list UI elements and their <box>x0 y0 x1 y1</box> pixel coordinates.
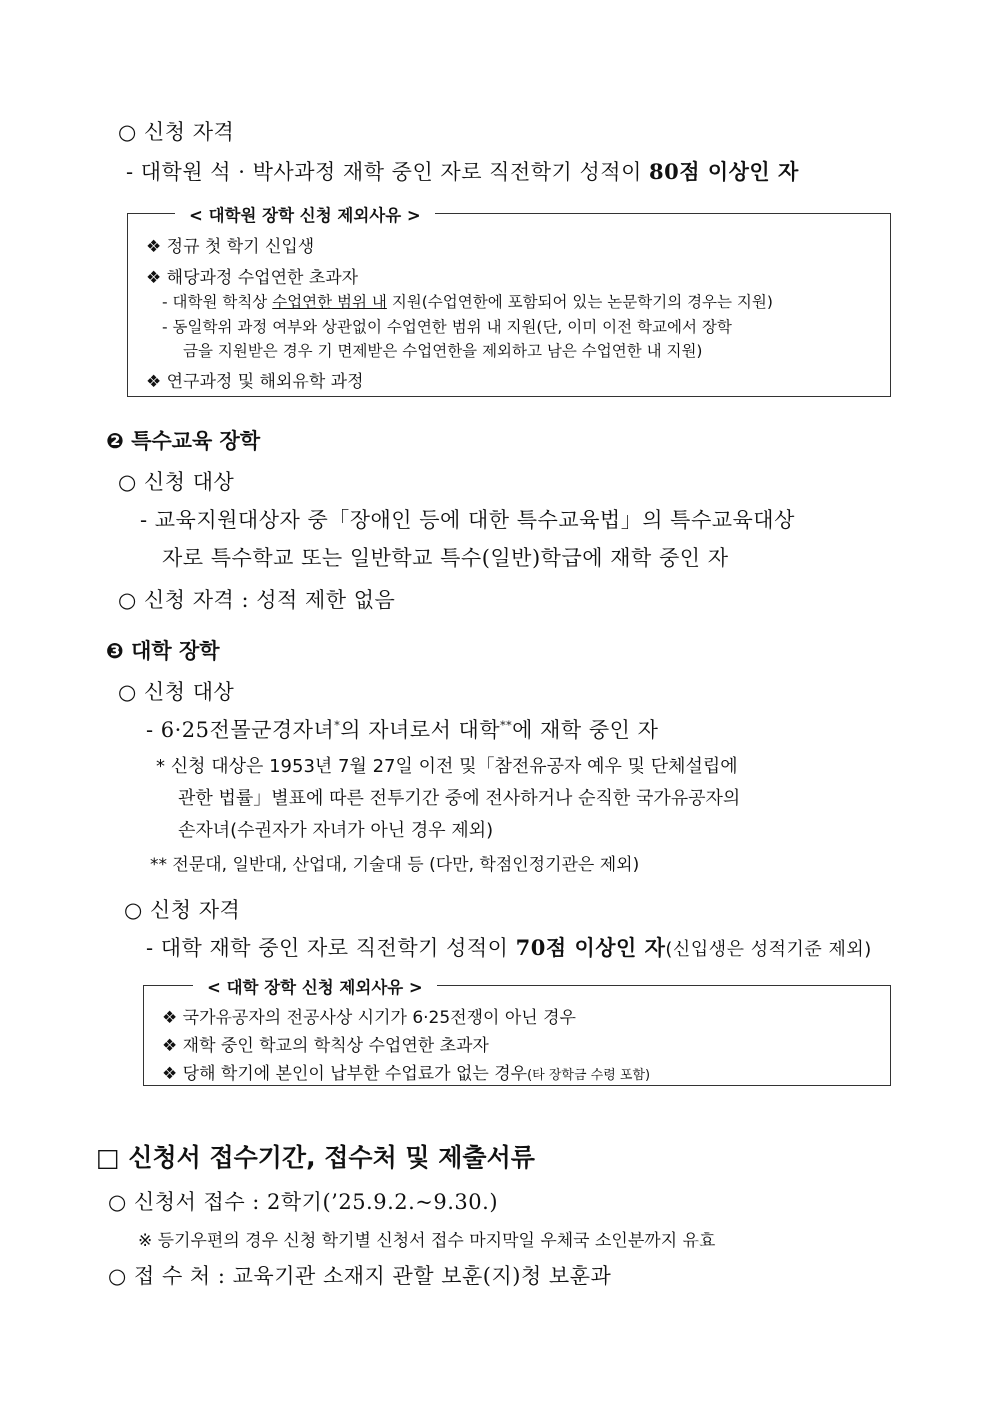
univ-exclusion-item-3-pre: ❖ 당해 학기에 본인이 납부한 수업료가 없는 경우 <box>162 1064 528 1084</box>
univ-target-text <box>146 714 658 744</box>
univ-eligibility-title: ○ 신청 자격 <box>124 898 241 922</box>
grad-exclusion-item-2: ❖ 해당과정 수업연한 초과자 <box>146 268 359 288</box>
univ-heading: ❸ 대학 장학 <box>106 639 220 663</box>
application-receipt-note: ※ 등기우편의 경우 신청 학기별 신청서 접수 마지막일 우체국 소인분까지 유효 <box>138 1231 716 1251</box>
grad-exclusion-item-1: ❖ 정규 첫 학기 신입생 <box>146 237 315 257</box>
grad-eligibility-bold: 80점 이상인 자 <box>649 159 799 184</box>
univ-target-title: ○ 신청 대상 <box>118 680 235 704</box>
special-target-line-1: - 교육지원대상자 중「장애인 등에 대한 특수교육법」의 특수교육대상 <box>140 508 795 532</box>
grad-eligibility-pre: - 대학원 석 · 박사과정 재학 중인 자로 직전학기 성적이 <box>126 160 650 184</box>
univ-target-sup-2: ** <box>500 719 513 732</box>
application-place: ○ 접 수 처 : 교육기관 소재지 관할 보훈(지)청 보훈과 <box>108 1264 612 1288</box>
univ-exclusion-item-2: ❖ 재학 중인 학교의 학칙상 수업연한 초과자 <box>162 1036 489 1056</box>
univ-target-sup-1: * <box>334 719 341 732</box>
special-eligibility: ○ 신청 자격 : 성적 제한 없음 <box>118 588 396 612</box>
univ-exclusion-item-3-post: (타 장학금 수령 포함) <box>527 1068 651 1083</box>
univ-note-1-line-1: * 신청 대상은 1953년 7월 27일 이전 및「참전유공자 예우 및 단체설립에 <box>156 756 738 777</box>
grad-exclusion-subitem-2a: - 동일학위 과정 여부와 상관없이 수업연한 범위 내 지원(단, 이미 이전 학교에서 장학 <box>162 318 732 336</box>
grad-exclusion-subitem-2b: 금을 지원받은 경우 기 면제받은 수업연한을 제외하고 남은 수업연한 내 지원) <box>183 342 703 360</box>
univ-eligibility-text <box>146 932 872 962</box>
grad-eligibility-text <box>126 156 799 186</box>
special-target-line-2: 자로 특수학교 또는 일반학교 특수(일반)학급에 재학 중인 자 <box>162 546 729 570</box>
univ-eligibility-post: (신입생은 성적기준 제외) <box>665 939 872 960</box>
univ-eligibility-pre: - 대학 재학 중인 자로 직전학기 성적이 <box>146 936 516 960</box>
univ-exclusion-item-3 <box>162 1059 650 1084</box>
univ-eligibility-bold: 70점 이상인 자 <box>515 935 666 960</box>
univ-target-a: - 6·25전몰군경자녀 <box>146 718 335 742</box>
univ-target-c: 에 재학 중인 자 <box>512 718 659 742</box>
grad-subitem-1-pre: - 대학원 학칙상 <box>162 293 273 311</box>
univ-exclusion-item-1: ❖ 국가유공자의 전공사상 시기가 6·25전쟁이 아닌 경우 <box>162 1008 576 1028</box>
grad-exclusion-subitem-1 <box>162 290 773 312</box>
special-education-heading: ❷ 특수교육 장학 <box>106 429 261 453</box>
univ-note-2: ** 전문대, 일반대, 산업대, 기술대 등 (다만, 학점인정기관은 제외) <box>150 855 640 875</box>
application-receipt: ○ 신청서 접수 : 2학기(’25.9.2.~9.30.) <box>108 1190 499 1214</box>
univ-note-1-line-3: 손자녀(수권자가 자녀가 아닌 경우 제외) <box>178 820 494 841</box>
univ-target-b: 의 자녀로서 대학 <box>340 718 501 742</box>
application-section-heading: □ 신청서 접수기간, 접수처 및 제출서류 <box>96 1143 535 1172</box>
grad-subitem-1-underlined: 수업연한 범위 내 <box>272 293 387 311</box>
univ-note-1-line-2: 관한 법률」별표에 따른 전투기간 중에 전사하거나 순직한 국가유공자의 <box>178 788 741 809</box>
special-target-title: ○ 신청 대상 <box>118 470 235 494</box>
grad-subitem-1-post: 지원(수업연한에 포함되어 있는 논문학기의 경우는 지원) <box>386 293 773 311</box>
grad-eligibility-title: ○ 신청 자격 <box>118 120 235 144</box>
grad-exclusion-title: < 대학원 장학 신청 제외사유 > <box>175 202 435 226</box>
grad-exclusion-item-3: ❖ 연구과정 및 해외유학 과정 <box>146 372 364 392</box>
univ-exclusion-title: < 대학 장학 신청 제외사유 > <box>193 974 437 998</box>
